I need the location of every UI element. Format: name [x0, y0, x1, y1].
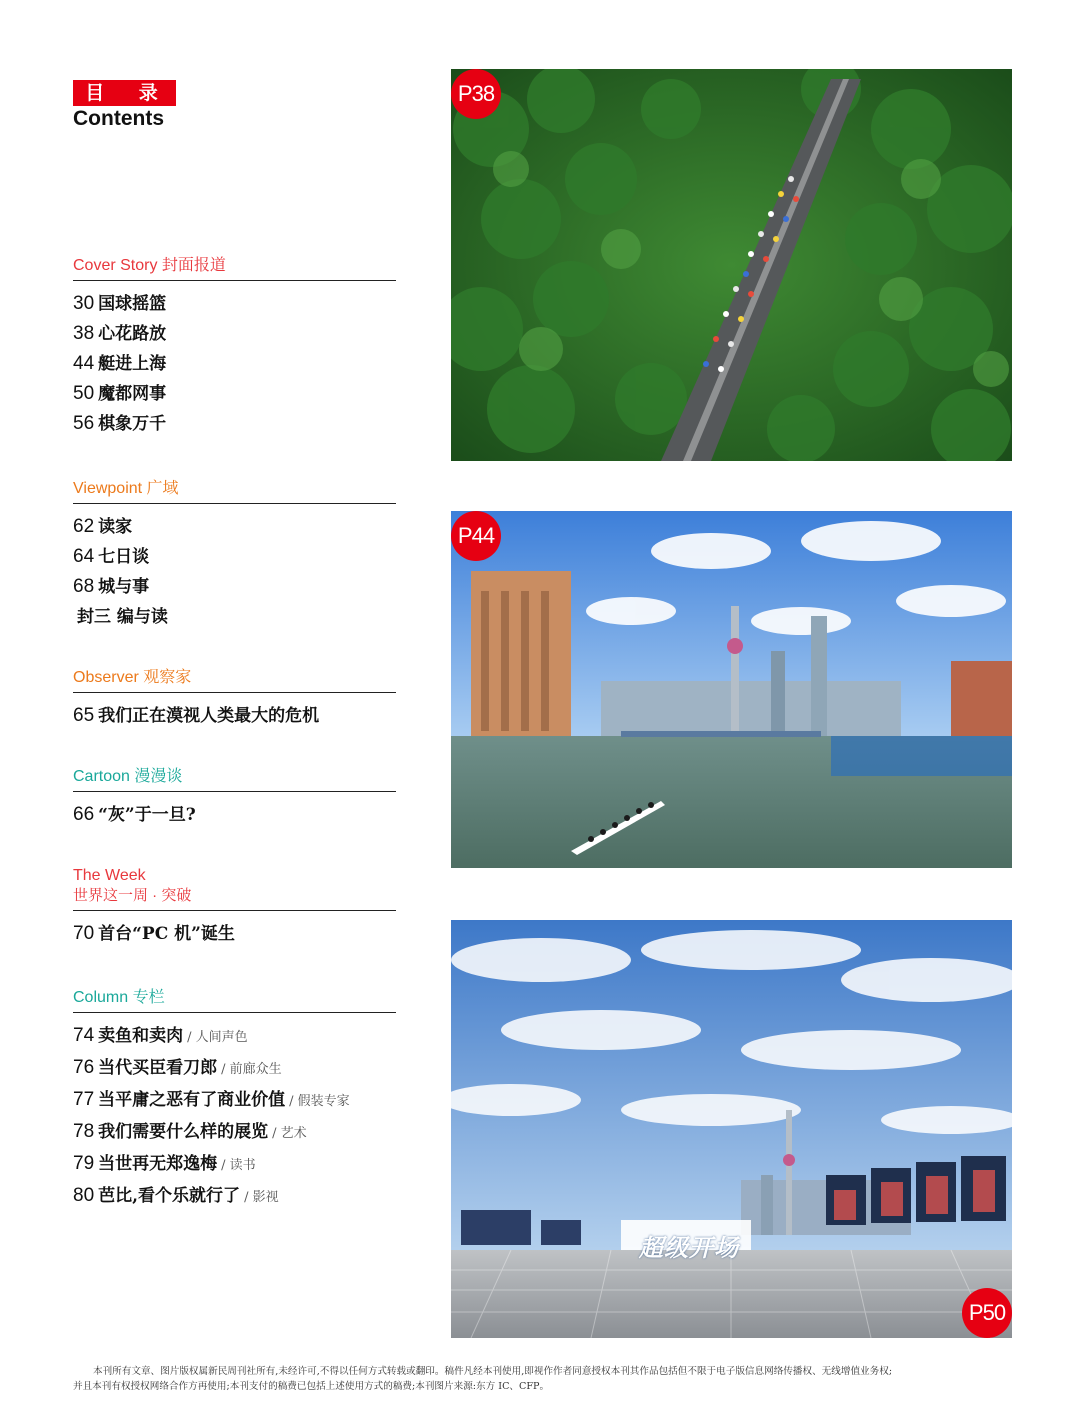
entry-title: 我们需要什么样的展览	[98, 1122, 269, 1142]
entry-title: 我们正在漠视人类最大的危机	[98, 706, 320, 726]
toc-entry[interactable]	[73, 379, 396, 409]
entry-title: 国球摇篮	[98, 294, 167, 314]
page-number: 44	[73, 353, 95, 374]
toc-entry[interactable]	[73, 512, 396, 542]
entry-title: 当代买臣看刀郎	[98, 1058, 218, 1078]
section-cover-story	[73, 256, 396, 439]
entry-title: 封三 编与读	[77, 607, 168, 627]
toc-label-cn: 目 录	[73, 80, 176, 106]
rowing-river-skyline-photo	[451, 511, 1012, 868]
banner-text: 超级开场	[639, 1234, 739, 1262]
copyright-line-2: 并且本刊有权授权网络合作方再使用;本刊支付的稿费已包括上述使用方式的稿费;本刊图片来源:东方 IC、CFP。	[73, 1381, 550, 1392]
page-number: 30	[73, 293, 95, 314]
toc-entry[interactable]	[73, 289, 396, 319]
page-badge-p50: P50	[962, 1288, 1012, 1338]
page-number: 65	[73, 705, 95, 726]
page-number: 38	[73, 323, 95, 344]
page-number: 56	[73, 413, 95, 434]
section-column	[73, 988, 396, 1213]
entry-title: 芭比,看个乐就行了	[98, 1186, 241, 1206]
entry-title: “灰”于一旦?	[98, 805, 196, 825]
column-name: / 前廊众生	[221, 1062, 282, 1077]
tennis-tournament-bund-photo	[451, 920, 1012, 1338]
toc-entry[interactable]	[73, 1053, 396, 1085]
page-number: 77	[73, 1089, 95, 1110]
copyright-line-1: 本刊所有文章、图片版权属新民周刊社所有,未经许可,不得以任何方式转载或翻印。稿件凡经本刊使用,即视作作者同意授权本刊其作品包括但不限于电子版信息网络传播权、无线增值业务权;	[93, 1366, 893, 1377]
entry-title: 卖鱼和卖肉	[98, 1026, 184, 1046]
toc-entry[interactable]	[73, 800, 396, 830]
entry-title: 首台“PC 机”诞生	[98, 924, 235, 944]
entry-title: 七日谈	[98, 547, 150, 567]
page-number: 50	[73, 383, 95, 404]
toc-entry[interactable]	[73, 1117, 396, 1149]
photo-p50[interactable]	[451, 920, 1012, 1338]
toc-entry[interactable]	[73, 319, 396, 349]
entry-title: 艇进上海	[98, 354, 167, 374]
photo-p38[interactable]	[451, 69, 1012, 461]
page-number: 74	[73, 1025, 95, 1046]
page-number: 68	[73, 576, 95, 597]
page-number: 79	[73, 1153, 95, 1174]
column-name: / 人间声色	[187, 1030, 248, 1045]
toc-label-en: Contents	[73, 107, 164, 130]
entry-title: 棋象万千	[98, 414, 167, 434]
page-number: 64	[73, 546, 95, 567]
section-observer	[73, 668, 396, 731]
photo-p44[interactable]	[451, 511, 1012, 868]
page-number: 80	[73, 1185, 95, 1206]
toc-entry[interactable]	[73, 919, 396, 949]
toc-entry[interactable]	[73, 1021, 396, 1053]
toc-entry[interactable]	[73, 602, 396, 632]
entry-title: 当世再无郑逸梅	[98, 1154, 218, 1174]
toc-entry[interactable]	[73, 572, 396, 602]
section-title: Observer 观察家	[73, 668, 396, 693]
toc-entry[interactable]	[73, 1181, 396, 1213]
toc-entry[interactable]	[73, 701, 396, 731]
entry-title: 心花路放	[98, 324, 167, 344]
aerial-cycling-forest-photo	[451, 69, 1012, 461]
section-subtitle: 世界这一周 · 突破	[73, 887, 192, 904]
section-cartoon	[73, 767, 396, 830]
section-title: Cartoon 漫漫谈	[73, 767, 396, 792]
section-the-week	[73, 866, 396, 949]
entry-title: 城与事	[98, 577, 150, 597]
page-badge-p44: P44	[451, 511, 501, 561]
toc-entry[interactable]	[73, 349, 396, 379]
toc-entry[interactable]	[73, 542, 396, 572]
toc-entry[interactable]	[73, 1149, 396, 1181]
entry-title: 读家	[98, 517, 133, 537]
page-number: 62	[73, 516, 95, 537]
entry-title: 当平庸之恶有了商业价值	[98, 1090, 286, 1110]
section-title: The Week	[73, 867, 146, 884]
section-title: Viewpoint 广域	[73, 479, 396, 504]
page-number: 70	[73, 923, 95, 944]
page-number: 76	[73, 1057, 95, 1078]
toc-header	[73, 80, 176, 131]
toc-entry[interactable]	[73, 1085, 396, 1117]
page-number: 78	[73, 1121, 95, 1142]
section-title: Cover Story 封面报道	[73, 256, 396, 281]
page-badge-p38: P38	[451, 69, 501, 119]
entry-title: 魔都网事	[98, 384, 167, 404]
copyright-notice	[73, 1364, 1013, 1394]
column-name: / 读书	[221, 1158, 256, 1173]
column-name: / 假装专家	[289, 1094, 350, 1109]
section-title-block	[73, 866, 396, 911]
toc-entry[interactable]	[73, 409, 396, 439]
column-name: / 艺术	[272, 1126, 307, 1141]
page-number: 66	[73, 804, 95, 825]
section-title: Column 专栏	[73, 988, 396, 1013]
section-viewpoint	[73, 479, 396, 632]
column-name: / 影视	[244, 1190, 279, 1205]
